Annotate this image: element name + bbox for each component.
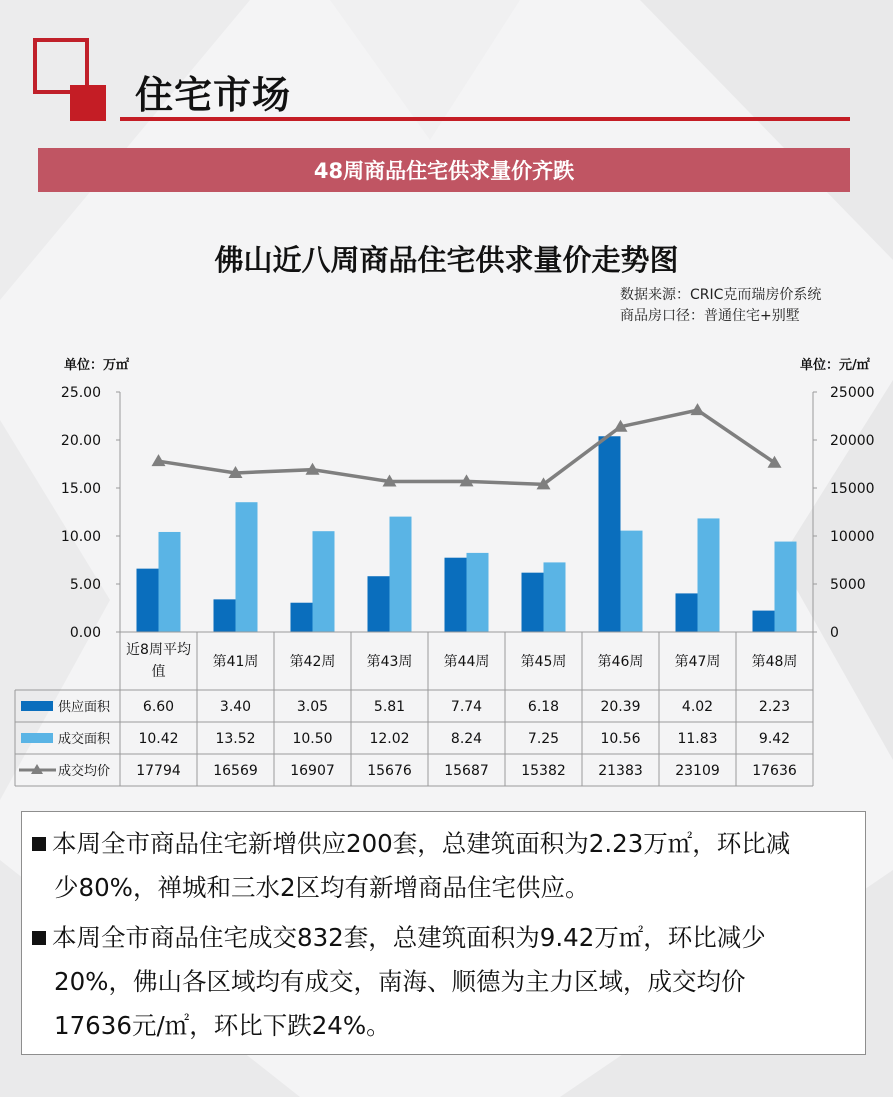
category-label: 第45周 [520,654,567,670]
left-axis-unit: 单位：万㎡ [64,358,130,373]
data-label: 3.40 [219,699,252,715]
data-label: 7.25 [527,731,560,747]
transaction-bar [621,531,643,632]
supply-bar [291,603,313,632]
category-label: 第44周 [443,654,490,670]
right-axis-unit: 单位：元/㎡ [800,358,870,373]
chart-title: 佛山近八周商品住宅供求量价走势图 [214,243,679,277]
data-label: 16907 [290,763,335,779]
transaction-bar [775,542,797,632]
note-line: 本周全市商品住宅新增供应200套，总建筑面积为2.23万㎡，环比减 [52,829,791,858]
transaction-bar [698,518,720,632]
supply-bar [522,573,544,632]
square-bullet-icon [32,837,46,851]
category-label: 第41周 [212,654,259,670]
right-tick-label: 25000 [830,385,875,401]
data-label: 5.81 [373,699,406,715]
headline-banner: 48周商品住宅供求量价齐跌 [38,148,850,192]
legend-swatch [21,733,53,743]
legend-swatch [21,701,53,711]
data-label: 6.18 [527,699,560,715]
data-label: 8.24 [450,731,483,747]
transaction-bar [159,532,181,632]
section-title: 住宅市场 [135,73,292,117]
note-line: 少80%，禅城和三水2区均有新增商品住宅供应。 [54,873,590,902]
transaction-bar [236,502,258,632]
right-tick-label: 10000 [830,529,875,545]
note-line: 17636元/㎡，环比下跌24%。 [54,1011,391,1040]
category-label: 第48周 [751,654,798,670]
transaction-bar [390,517,412,632]
data-label: 4.02 [681,699,714,715]
category-label: 第46周 [597,654,644,670]
supply-bar [137,569,159,632]
transaction-bar [313,531,335,632]
category-label: 第43周 [366,654,413,670]
left-tick-label: 0.00 [69,625,101,641]
data-label: 20.39 [600,699,641,715]
left-tick-label: 20.00 [60,433,101,449]
series-name: 成交均价 [58,764,111,779]
supply-bar [445,558,467,632]
data-caliber: 商品房口径：普通住宅+别墅 [620,308,800,324]
note-item-transaction [32,916,860,1048]
notes-box [21,811,866,1055]
category-label: 值 [151,664,166,680]
data-label: 15382 [521,763,566,779]
data-label: 3.05 [296,699,329,715]
data-label: 7.74 [450,699,483,715]
supply-bar [368,576,390,632]
data-label: 15687 [444,763,489,779]
data-label: 17794 [136,763,181,779]
category-label: 第42周 [289,654,336,670]
data-label: 21383 [598,763,643,779]
note-line: 本周全市商品住宅成交832套，总建筑面积为9.42万㎡，环比减少 [52,923,766,952]
note-item-supply [32,822,860,910]
series-name: 成交面积 [58,732,111,747]
category-label: 第47周 [674,654,721,670]
series-name: 供应面积 [58,700,111,715]
supply-bar [214,599,236,632]
data-label: 17636 [752,763,797,779]
data-label: 6.60 [142,699,175,715]
data-label: 10.56 [600,731,641,747]
logo-square-fill [70,85,106,121]
data-label: 10.42 [138,731,179,747]
data-label: 12.02 [369,731,410,747]
category-label: 近8周平均 [126,642,191,658]
left-tick-label: 15.00 [60,481,101,497]
transaction-bar [544,562,566,632]
data-label: 16569 [213,763,258,779]
avg-price-line [159,410,775,484]
left-tick-label: 25.00 [60,385,101,401]
data-label: 2.23 [758,699,791,715]
chart [0,370,893,790]
left-tick-label: 5.00 [69,577,101,593]
title-underline [120,117,850,121]
data-label: 9.42 [758,731,791,747]
data-label: 23109 [675,763,720,779]
data-label: 13.52 [215,731,256,747]
data-label: 10.50 [292,731,333,747]
supply-bar [599,436,621,632]
right-tick-label: 5000 [830,577,866,593]
right-tick-label: 0 [830,625,839,641]
supply-bar [676,593,698,632]
right-tick-label: 20000 [830,433,875,449]
supply-bar [753,611,775,632]
right-tick-label: 15000 [830,481,875,497]
avg-price-marker [691,403,705,415]
left-tick-label: 10.00 [60,529,101,545]
square-bullet-icon [32,931,46,945]
data-source: 数据来源：CRIC克而瑞房价系统 [620,287,822,303]
data-label: 11.83 [677,731,718,747]
data-label: 15676 [367,763,412,779]
transaction-bar [467,553,489,632]
section-header [0,0,893,130]
note-line: 20%，佛山各区域均有成交，南海、顺德为主力区域，成交均价 [54,967,746,996]
